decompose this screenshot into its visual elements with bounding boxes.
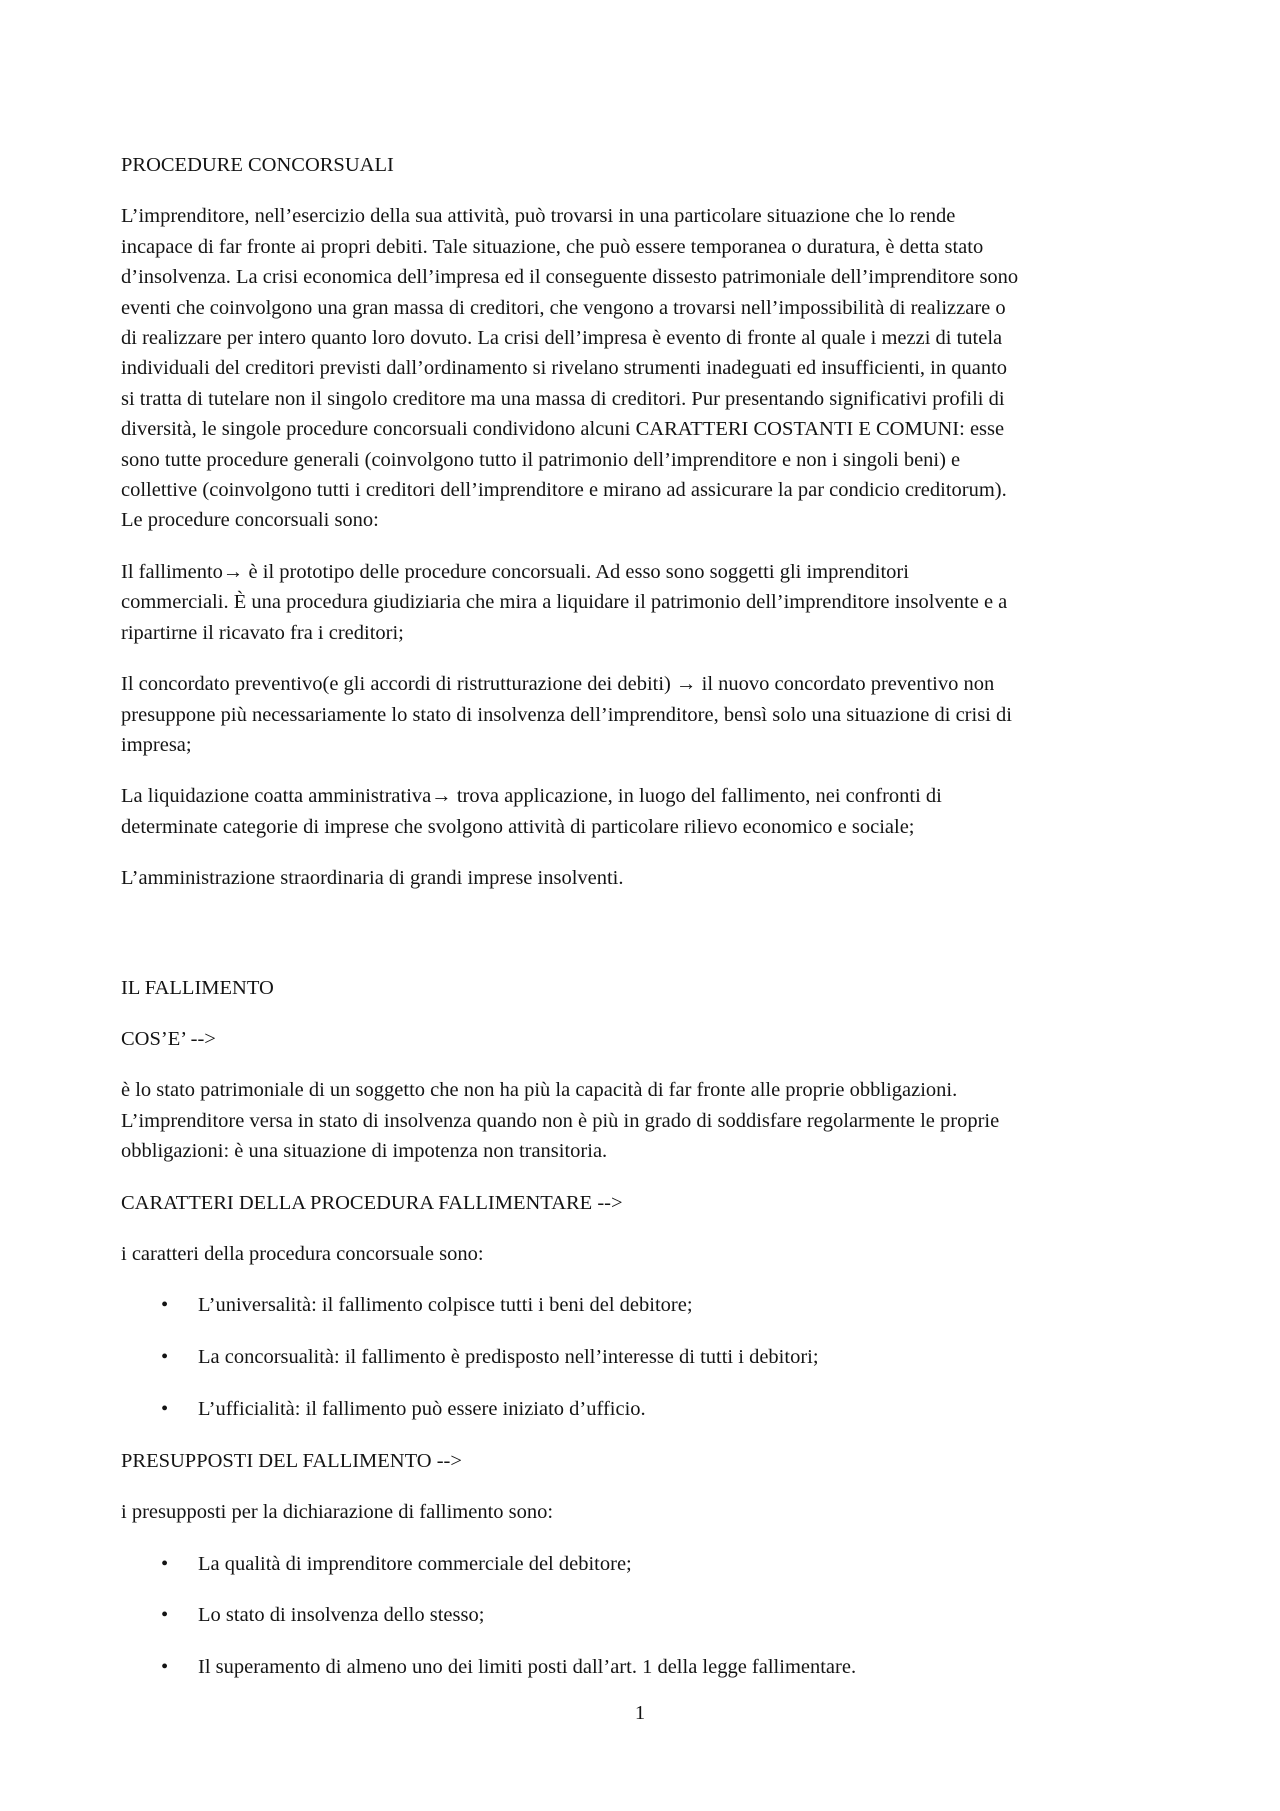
list-item-text: L’ufficialità: il fallimento può essere iniziato d’ufficio. bbox=[198, 1397, 646, 1420]
text-line: Le procedure concorsuali sono: bbox=[121, 509, 379, 532]
list-item bbox=[121, 1600, 1171, 1630]
section-heading-il-fallimento: IL FALLIMENTO bbox=[121, 976, 274, 999]
liquidazione-paragraph bbox=[121, 781, 1171, 842]
text-line: eventi che coinvolgono una gran massa di creditori, che vengono a trovarsi nell’impossibilità di realizzare o bbox=[121, 296, 1006, 319]
cose-paragraph bbox=[121, 1075, 1171, 1166]
fallimento-paragraph bbox=[121, 557, 1171, 648]
spacer bbox=[121, 915, 1171, 973]
text-line: L’imprenditore versa in stato di insolvenza quando non è più in grado di soddisfare regolarmente le proprie bbox=[121, 1109, 1000, 1132]
text-line: d’insolvenza. La crisi economica dell’impresa ed il conseguente dissesto patrimoniale dell’imprenditore sono bbox=[121, 266, 1019, 289]
text-line: si tratta di tutelare non il singolo creditore ma una massa di creditori. Pur presentando significativi profili di bbox=[121, 387, 1005, 410]
bullet-icon: • bbox=[161, 1294, 169, 1317]
list-item bbox=[121, 1652, 1171, 1682]
bullet-icon: • bbox=[161, 1397, 169, 1420]
bullet-icon: • bbox=[161, 1604, 169, 1627]
caratteri-list bbox=[121, 1290, 1171, 1424]
text-line: Il fallimento→ è il prototipo delle procedure concorsuali. Ad esso sono soggetti gli imprenditori bbox=[121, 560, 909, 583]
text-line: L’imprenditore, nell’esercizio della sua attività, può trovarsi in una particolare situazione che lo rende bbox=[121, 205, 956, 228]
list-item bbox=[121, 1549, 1171, 1579]
section-heading-procedure-concorsuali: PROCEDURE CONCORSUALI bbox=[121, 154, 394, 176]
text-line: ripartirne il ricavato fra i creditori; bbox=[121, 621, 404, 644]
presupposti-intro: i presupposti per la dichiarazione di fallimento sono: bbox=[121, 1501, 554, 1524]
text-line: incapace di far fronte ai propri debiti. Tale situazione, che può essere temporanea o duratura, è detta stato bbox=[121, 235, 984, 258]
text-line: Il concordato preventivo(e gli accordi di ristrutturazione dei debiti) → il nuovo concordato preventivo non bbox=[121, 673, 995, 696]
list-item bbox=[121, 1394, 1171, 1424]
text-line: di realizzare per intero quanto loro dovuto. La crisi dell’impresa è evento di fronte al quale i mezzi di tutela bbox=[121, 327, 1003, 350]
text-line: diversità, le singole procedure concorsuali condividono alcuni CARATTERI COSTANTI E COMUNI: esse bbox=[121, 418, 1005, 441]
list-item-text: Lo stato di insolvenza dello stesso; bbox=[198, 1604, 485, 1627]
document-page bbox=[121, 150, 1171, 1704]
text-line: obbligazioni: è una situazione di impotenza non transitoria. bbox=[121, 1140, 608, 1163]
intro-paragraph bbox=[121, 201, 1171, 535]
page-number: 1 bbox=[634, 1702, 646, 1724]
text-line: è lo stato patrimoniale di un soggetto che non ha più la capacità di far fronte alle proprie obbligazioni. bbox=[121, 1079, 958, 1102]
caratteri-label: CARATTERI DELLA PROCEDURA FALLIMENTARE --> bbox=[121, 1191, 623, 1214]
text-line: individuali del creditori previsti dall’ordinamento si rivelano strumenti inadeguati ed insufficienti, in quanto bbox=[121, 357, 1008, 380]
concordato-paragraph bbox=[121, 669, 1171, 760]
amministrazione-paragraph: L’amministrazione straordinaria di grandi imprese insolventi. bbox=[121, 867, 624, 890]
text-line: presuppone più necessariamente lo stato di insolvenza dell’imprenditore, bensì solo una situazione di crisi di bbox=[121, 703, 1012, 726]
presupposti-list bbox=[121, 1549, 1171, 1683]
text-line: collettive (coinvolgono tutti i creditori dell’imprenditore e mirano ad assicurare la par condicio creditorum). bbox=[121, 479, 1007, 502]
list-item-text: La qualità di imprenditore commerciale del debitore; bbox=[198, 1552, 632, 1575]
list-item-text: L’universalità: il fallimento colpisce tutti i beni del debitore; bbox=[198, 1294, 693, 1317]
bullet-icon: • bbox=[161, 1656, 169, 1679]
text-line: sono tutte procedure generali (coinvolgono tutto il patrimonio dell’imprenditore e non i singoli beni) e bbox=[121, 448, 961, 471]
cose-label: COS’E’ --> bbox=[121, 1027, 216, 1050]
caratteri-intro: i caratteri della procedura concorsuale sono: bbox=[121, 1242, 484, 1265]
bullet-icon: • bbox=[161, 1346, 169, 1369]
bullet-icon: • bbox=[161, 1552, 169, 1575]
list-item bbox=[121, 1290, 1171, 1320]
text-line: impresa; bbox=[121, 733, 192, 756]
list-item-text: La concorsualità: il fallimento è predisposto nell’interesse di tutti i debitori; bbox=[198, 1346, 819, 1369]
presupposti-label: PRESUPPOSTI DEL FALLIMENTO --> bbox=[121, 1449, 462, 1472]
list-item-text: Il superamento di almeno uno dei limiti posti dall’art. 1 della legge fallimentare. bbox=[198, 1656, 857, 1679]
list-item bbox=[121, 1342, 1171, 1372]
text-line: commerciali. È una procedura giudiziaria che mira a liquidare il patrimonio dell’imprenditore insolvente e a bbox=[121, 591, 1008, 614]
text-line: La liquidazione coatta amministrativa→ trova applicazione, in luogo del fallimento, nei confronti di bbox=[121, 785, 942, 808]
text-line: determinate categorie di imprese che svolgono attività di particolare rilievo economico e sociale; bbox=[121, 815, 915, 838]
